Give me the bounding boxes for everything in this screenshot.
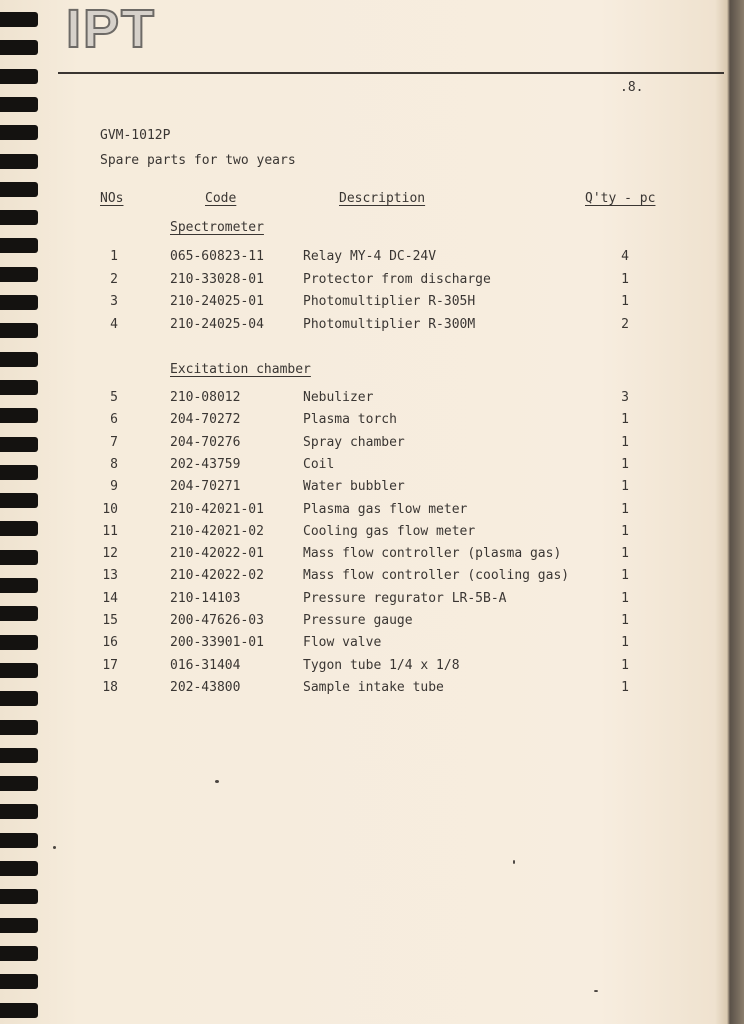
part-quantity: 1 [621, 613, 629, 628]
scan-speck [53, 846, 56, 849]
part-quantity: 1 [621, 590, 629, 606]
part-code: 210-33028-01 [170, 271, 264, 287]
row-number: 16 [102, 635, 118, 651]
part-code: 200-33901-01 [170, 635, 264, 651]
part-code: 210-24025-01 [170, 294, 264, 310]
row-number: 6 [110, 412, 118, 428]
binding-ring [0, 606, 38, 621]
binding-ring [0, 465, 38, 480]
row-number: 7 [110, 434, 118, 450]
binding-ring [0, 833, 38, 848]
binding-ring [0, 154, 38, 169]
column-header-no: NOs [100, 191, 124, 206]
part-quantity: 1 [621, 657, 629, 673]
binding-ring [0, 804, 38, 819]
binding-ring [0, 861, 38, 876]
binding-ring [0, 295, 38, 310]
row-number: 18 [102, 679, 118, 695]
binding-ring [0, 1003, 38, 1018]
row-number: 5 [110, 390, 118, 405]
binding-ring [0, 578, 38, 593]
row-number: 3 [110, 294, 118, 310]
binding-ring [0, 380, 38, 395]
section-heading: Excitation chamber [170, 362, 311, 377]
part-quantity: 1 [621, 523, 629, 539]
binding-ring [0, 125, 38, 140]
scan-speck [594, 990, 598, 992]
part-description: Tygon tube 1/4 x 1/8 [303, 657, 460, 673]
scan-speck [215, 780, 219, 783]
part-description: Mass flow controller (plasma gas) [303, 546, 562, 562]
part-quantity: 1 [621, 294, 629, 310]
binding-ring [0, 493, 38, 508]
part-description: Flow valve [303, 635, 382, 651]
ipt-logo: IPT [66, 0, 157, 59]
binding-ring [0, 323, 38, 338]
binding-ring [0, 720, 38, 735]
binding-ring [0, 974, 38, 989]
part-code: 202-43759 [170, 456, 241, 472]
row-number: 12 [102, 546, 118, 562]
row-number: 2 [110, 271, 118, 287]
part-description: Water bubbler [303, 479, 405, 495]
scan-speck [513, 860, 515, 864]
part-description: Pressure gauge [303, 613, 413, 628]
binding-ring [0, 521, 38, 536]
part-description: Protector from discharge [303, 271, 491, 287]
binding-ring [0, 776, 38, 791]
part-quantity: 4 [621, 249, 629, 264]
part-code: 210-08012 [170, 390, 241, 405]
binding-ring [0, 12, 38, 27]
part-code: 210-14103 [170, 590, 241, 606]
part-description: Mass flow controller (cooling gas) [303, 568, 570, 584]
binding-ring [0, 946, 38, 961]
binding-ring [0, 663, 38, 678]
binding-ring [0, 238, 38, 253]
part-description: Spray chamber [303, 434, 405, 450]
part-quantity: 2 [621, 316, 629, 332]
binding-ring [0, 889, 38, 904]
model-number: GVM-1012P [100, 128, 171, 143]
part-quantity: 1 [621, 456, 629, 472]
row-number: 14 [102, 590, 118, 606]
part-quantity: 1 [621, 635, 629, 651]
binding-ring [0, 97, 38, 112]
part-code: 065-60823-11 [170, 249, 264, 264]
document-title: Spare parts for two years [100, 153, 296, 168]
row-number: 15 [102, 613, 118, 628]
binding-ring [0, 691, 38, 706]
row-number: 10 [102, 501, 118, 517]
part-code: 202-43800 [170, 679, 241, 695]
binding-ring [0, 550, 38, 565]
part-code: 204-70276 [170, 434, 241, 450]
part-code: 204-70271 [170, 479, 241, 495]
row-number: 1 [110, 249, 118, 264]
part-description: Plasma gas flow meter [303, 501, 468, 517]
page-number: .8. [620, 80, 644, 95]
row-number: 13 [102, 568, 118, 584]
row-number: 9 [110, 479, 118, 495]
column-header-qty: Q'ty - pc [585, 191, 656, 206]
row-number: 17 [102, 657, 118, 673]
part-description: Photomultiplier R-305H [303, 294, 476, 310]
binding-ring [0, 69, 38, 84]
column-header-code: Code [205, 191, 237, 206]
part-description: Nebulizer [303, 390, 374, 405]
binding-ring [0, 748, 38, 763]
part-description: Coil [303, 456, 335, 472]
row-number: 8 [110, 456, 118, 472]
part-description: Cooling gas flow meter [303, 523, 476, 539]
part-description: Relay MY-4 DC-24V [303, 249, 437, 264]
column-header-description: Description [339, 191, 426, 206]
part-quantity: 1 [621, 271, 629, 287]
part-description: Photomultiplier R-300M [303, 316, 476, 332]
header-rule [58, 72, 724, 74]
part-code: 204-70272 [170, 412, 241, 428]
part-code: 200-47626-03 [170, 613, 264, 628]
part-quantity: 1 [621, 501, 629, 517]
part-quantity: 1 [621, 546, 629, 562]
binding-ring [0, 408, 38, 423]
part-code: 210-42022-01 [170, 546, 264, 562]
part-description: Sample intake tube [303, 679, 444, 695]
part-quantity: 1 [621, 568, 629, 584]
row-number: 11 [102, 523, 118, 539]
binding-ring [0, 352, 38, 367]
part-quantity: 3 [621, 390, 629, 405]
part-quantity: 1 [621, 479, 629, 495]
section-heading: Spectrometer [170, 220, 264, 235]
binding-ring [0, 40, 38, 55]
part-quantity: 1 [621, 679, 629, 695]
row-number: 4 [110, 316, 118, 332]
part-quantity: 1 [621, 412, 629, 428]
part-code: 016-31404 [170, 657, 241, 673]
binding-ring [0, 437, 38, 452]
binding-ring [0, 210, 38, 225]
binding-ring [0, 267, 38, 282]
part-description: Pressure regurator LR-5B-A [303, 590, 507, 606]
part-code: 210-42021-02 [170, 523, 264, 539]
binding-ring [0, 918, 38, 933]
binding-ring [0, 635, 38, 650]
part-code: 210-24025-04 [170, 316, 264, 332]
part-code: 210-42021-01 [170, 501, 264, 517]
part-code: 210-42022-02 [170, 568, 264, 584]
part-description: Plasma torch [303, 412, 397, 428]
binding-ring [0, 182, 38, 197]
part-quantity: 1 [621, 434, 629, 450]
